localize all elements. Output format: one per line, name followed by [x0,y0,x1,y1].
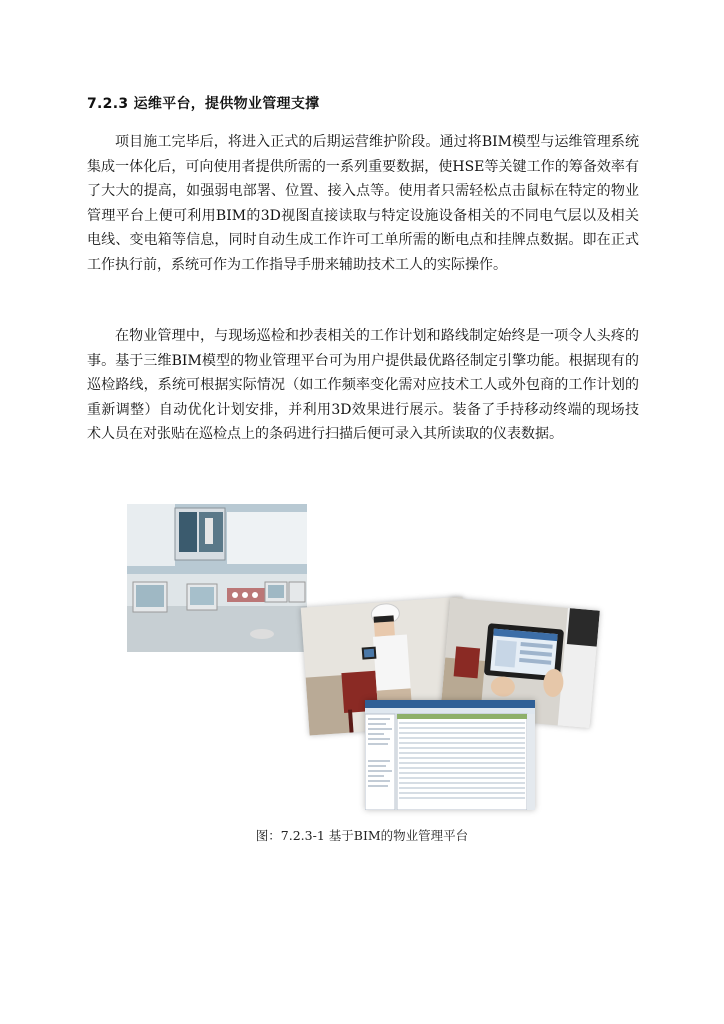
paragraph-2 [87,324,639,447]
control-room-photo [127,504,307,652]
section-heading [87,93,319,113]
section-number: 7.2.3 [87,96,129,112]
section-title: 运维平台，提供物业管理支撑 [133,96,320,112]
figure-caption: 图：7.2.3-1 基于BIM的物业管理平台 [255,828,469,843]
paragraph-text: 在物业管理中，与现场巡检和抄表相关的工作计划和路线制定始终是一项令人头疼的事。基于三维BIM模型的物业管理平台可为用户提供最优路径制定引擎功能。根据现有的巡检路线，系统可根据实际情况（如工作频率变化需对应技术工人或外包商的工作计划的重新调整）自动优化计划安排，并利用3D效果进行展示。装备了手持移动终端的现场技术人员在对张贴在巡检点上的条码进行扫描后便可录入其所读取的仪表数据。 [87,328,639,442]
software-screenshot-photo [365,700,535,810]
paragraph-text: 项目施工完毕后，将进入正式的后期运营维护阶段。通过将BIM模型与运维管理系统集成一体化后，可向使用者提供所需的一系列重要数据，使HSE等关键工作的筹备效率有了大大的提高，如强弱电部署、位置、接入点等。使用者只需轻松点击鼠标在特定的物业管理平台上便可利用BIM的3D视图直接读取与特定设施设备相关的不同电气层以及相关电线、变电箱等信息，同时自动生成工作许可工单所需的断电点和挂牌点数据。即在正式工作执行前，系统可作为工作指导手册来辅助技术工人的实际操作。 [87,134,639,273]
paragraph-1 [87,130,639,277]
figure-collage [127,500,599,810]
